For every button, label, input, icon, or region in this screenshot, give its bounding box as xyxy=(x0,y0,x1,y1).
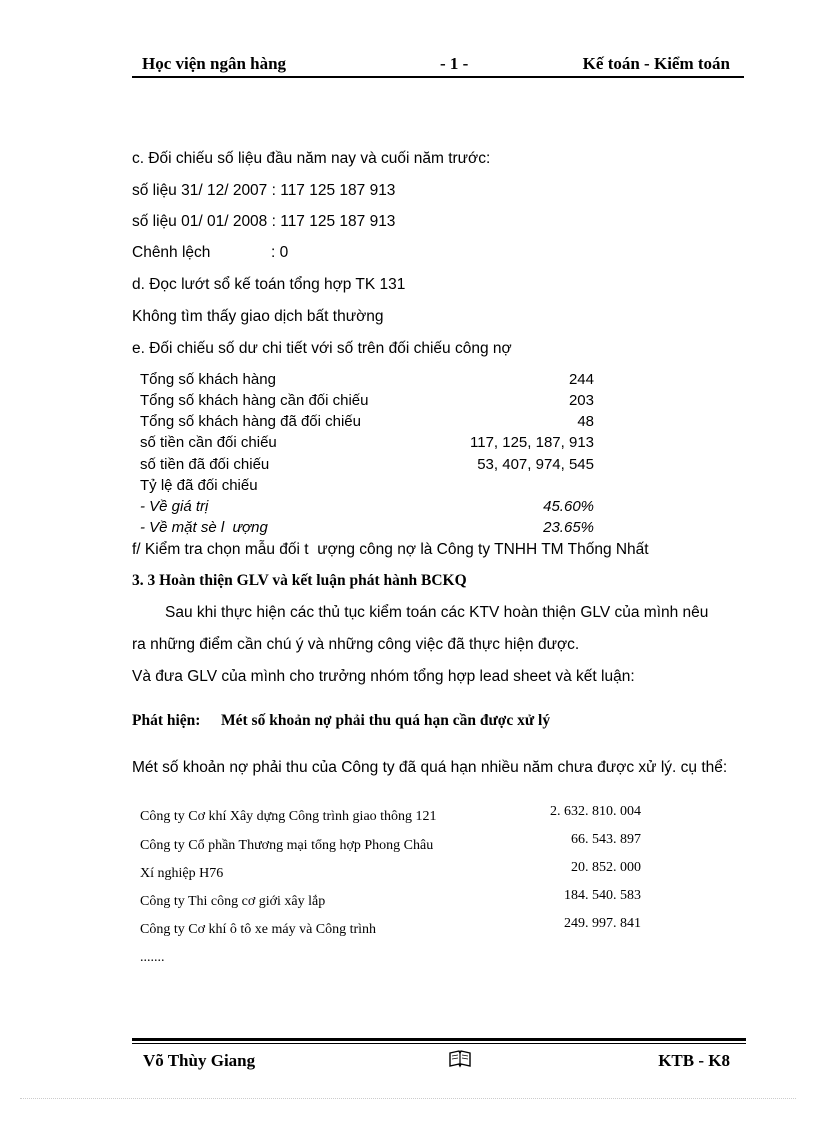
header-institution: Học viện ngân hàng xyxy=(142,54,287,73)
stat-label: số tiền đã đối chiếu xyxy=(140,456,270,473)
stat-value: 48 xyxy=(577,413,594,430)
company-name: Công ty Cơ khí ô tô xe máy và Công trình xyxy=(140,922,377,937)
stat-label: số tiền cần đối chiếu xyxy=(140,434,277,451)
body-line-d: d. Đọc lướt sổ kế toán tổng hợp TK 131 xyxy=(132,276,406,293)
footer-rule-thick xyxy=(132,1038,746,1041)
page-edge-divider xyxy=(20,1098,796,1099)
book-icon xyxy=(449,1050,471,1073)
section-title: 3. 3 Hoàn thiện GLV và kết luận phát hành BCKQ xyxy=(132,572,467,589)
paragraph-1-line-2: ra những điểm cần chú ý và những công việc đã thực hiện được. xyxy=(132,636,580,653)
header-department: Kế toán - Kiểm toán xyxy=(582,54,730,73)
body-line-f: f/ Kiểm tra chọn mẫu đối t ượng công nợ là Công ty TNHH TM Thống Nhất xyxy=(132,541,649,558)
company-name: Xí nghiệp H76 xyxy=(140,866,224,881)
header-page-number: - 1 - xyxy=(440,54,469,73)
paragraph-2: Và đưa GLV của mình cho trưởng nhóm tổng hợp lead sheet và kết luận: xyxy=(132,668,635,685)
company-name: Công ty Cổ phần Thương mại tổng hợp Phong Châu xyxy=(140,838,434,853)
company-amount: 66. 543. 897 xyxy=(571,832,641,847)
footer-rule-thin xyxy=(132,1043,746,1044)
stat-label: Tổng số khách hàng xyxy=(140,371,276,388)
stat-label: Tổng số khách hàng cần đối chiếu xyxy=(140,392,369,409)
body-line-difference-value: : 0 xyxy=(271,244,289,261)
company-amount: 249. 997. 841 xyxy=(564,916,641,931)
stat-value: 203 xyxy=(568,392,594,409)
body-line-balance-2007: số liệu 31/ 12/ 2007 : 117 125 187 913 xyxy=(132,182,396,199)
finding-text: Mét số khoản nợ phải thu quá hạn cần được xử lý xyxy=(221,712,551,729)
company-name: Công ty Cơ khí Xây dựng Công trình giao thông 121 xyxy=(140,809,437,824)
company-amount: 2. 632. 810. 004 xyxy=(550,804,641,819)
stat-value: 117, 125, 187, 913 xyxy=(470,434,594,451)
stat-label-value-ratio: - Về giá trị xyxy=(140,498,209,515)
body-line-c: c. Đối chiếu số liệu đầu năm nay và cuối năm trước: xyxy=(132,150,491,167)
body-line-no-anomaly: Không tìm thấy giao dịch bất thường xyxy=(132,308,384,325)
ellipsis: ....... xyxy=(140,950,165,965)
stat-value: 53, 407, 974, 545 xyxy=(477,456,594,473)
stat-label-count-ratio: - Về mặt sè l ượng xyxy=(140,519,268,536)
company-name: Công ty Thi công cơ giới xây lắp xyxy=(140,894,326,909)
footer-author: Võ Thùy Giang xyxy=(143,1051,256,1070)
company-amount: 184. 540. 583 xyxy=(564,888,641,903)
body-line-e: e. Đối chiếu số dư chi tiết với số trên đối chiếu công nợ xyxy=(132,340,512,357)
stat-value: 244 xyxy=(568,371,594,388)
page-header xyxy=(132,50,744,78)
stat-value-value-ratio: 45.60% xyxy=(543,498,594,515)
company-amount: 20. 852. 000 xyxy=(571,860,641,875)
stat-label: Tổng số khách hàng đã đối chiếu xyxy=(140,413,361,430)
stat-value-count-ratio: 23.65% xyxy=(543,519,594,536)
paragraph-1-line-1: Sau khi thực hiện các thủ tục kiểm toán các KTV hoàn thiện GLV của mình nêu xyxy=(165,604,709,621)
stat-label: Tỷ lệ đã đối chiếu xyxy=(140,477,258,494)
finding-detail: Mét số khoản nợ phải thu của Công ty đã quá hạn nhiều năm chưa được xử lý. cụ thể: xyxy=(132,759,728,776)
body-line-balance-2008: số liệu 01/ 01/ 2008 : 117 125 187 913 xyxy=(132,213,396,230)
footer-class: KTB - K8 xyxy=(658,1051,730,1070)
finding-label: Phát hiện: xyxy=(132,712,201,729)
body-line-difference-label: Chênh lệch xyxy=(132,244,211,261)
